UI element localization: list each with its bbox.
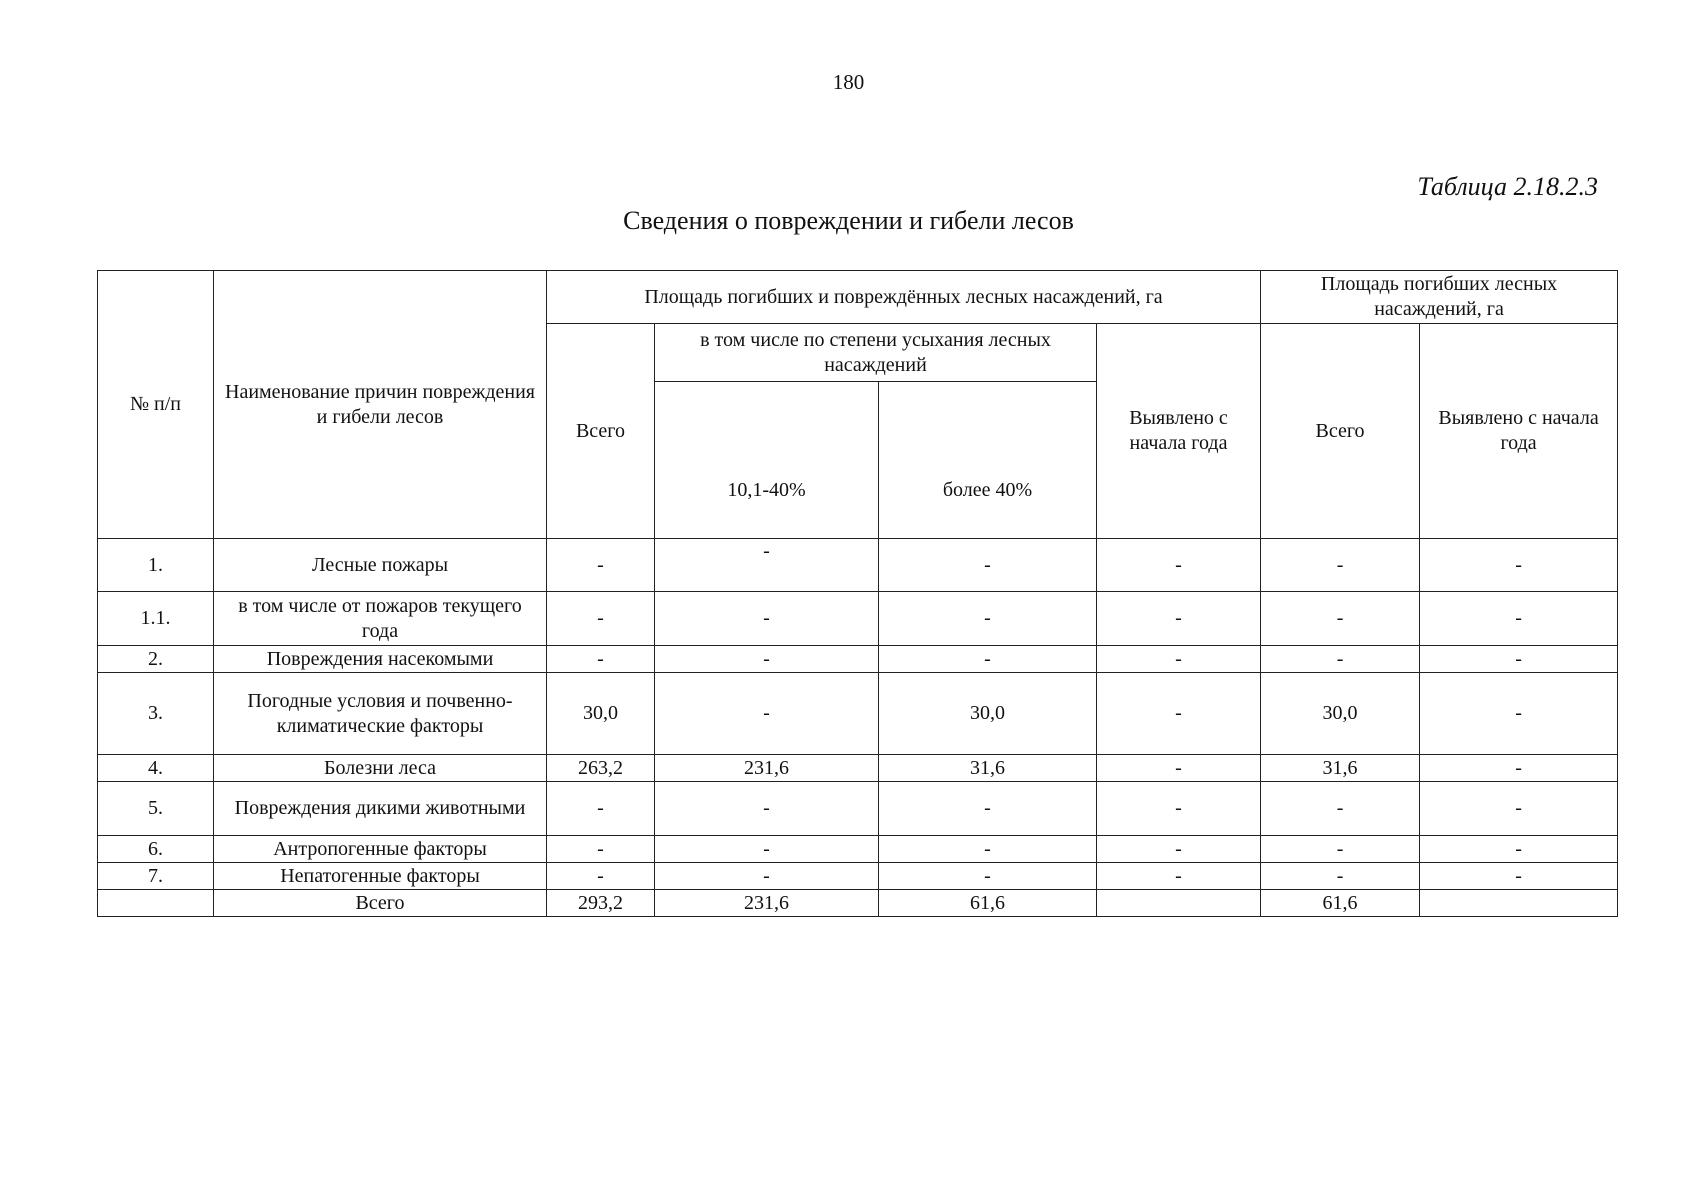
header-drying-degree: в том числе по степени усыхания лесных насаждений xyxy=(655,324,1097,382)
row-detected: - xyxy=(1097,673,1261,755)
row-low: - xyxy=(655,646,879,673)
table-row xyxy=(98,592,1618,646)
total-name: Всего xyxy=(214,890,547,917)
table-label: Таблица 2.18.2.3 xyxy=(1417,172,1598,201)
header-dead-total: Всего xyxy=(1261,324,1420,539)
row-high: - xyxy=(879,592,1097,646)
row-num: 2. xyxy=(98,646,214,673)
row-dead-detected: - xyxy=(1420,673,1618,755)
row-dead-total: - xyxy=(1261,863,1420,890)
header-range-high: более 40% xyxy=(879,382,1097,539)
total-low: 231,6 xyxy=(655,890,879,917)
row-num: 1. xyxy=(98,539,214,592)
row-low: - xyxy=(655,673,879,755)
row-dead-detected: - xyxy=(1420,755,1618,782)
header-name: Наименование причин повреждения и гибели лесов xyxy=(214,271,547,539)
table-row xyxy=(98,782,1618,836)
row-total: - xyxy=(547,646,655,673)
row-dead-total: 31,6 xyxy=(1261,755,1420,782)
row-detected: - xyxy=(1097,836,1261,863)
row-low: 231,6 xyxy=(655,755,879,782)
total-detected xyxy=(1097,890,1261,917)
row-name: в том числе от пожаров текущего года xyxy=(214,592,547,646)
row-detected: - xyxy=(1097,539,1261,592)
row-name: Болезни леса xyxy=(214,755,547,782)
row-total: - xyxy=(547,863,655,890)
row-dead-total: - xyxy=(1261,592,1420,646)
total-row xyxy=(98,890,1618,917)
row-detected: - xyxy=(1097,863,1261,890)
total-high: 61,6 xyxy=(879,890,1097,917)
row-low: - xyxy=(655,836,879,863)
row-detected: - xyxy=(1097,592,1261,646)
row-num: 5. xyxy=(98,782,214,836)
row-dead-detected: - xyxy=(1420,646,1618,673)
row-total: - xyxy=(547,539,655,592)
table-row xyxy=(98,673,1618,755)
header-range-low: 10,1-40% xyxy=(655,382,879,539)
row-low: - xyxy=(655,592,879,646)
row-name: Непатогенные факторы xyxy=(214,863,547,890)
row-name: Погодные условия и почвенно-климатические факторы xyxy=(214,673,547,755)
row-dead-detected: - xyxy=(1420,539,1618,592)
row-num: 4. xyxy=(98,755,214,782)
row-total: - xyxy=(547,782,655,836)
total-num xyxy=(98,890,214,917)
row-high: - xyxy=(879,863,1097,890)
table-row xyxy=(98,755,1618,782)
row-detected: - xyxy=(1097,755,1261,782)
row-num: 1.1. xyxy=(98,592,214,646)
row-total: - xyxy=(547,836,655,863)
row-name: Повреждения насекомыми xyxy=(214,646,547,673)
row-dead-total: - xyxy=(1261,836,1420,863)
row-num: 6. xyxy=(98,836,214,863)
page-number: 180 xyxy=(832,70,865,94)
row-dead-detected: - xyxy=(1420,836,1618,863)
row-low: - xyxy=(655,539,879,592)
row-total: 263,2 xyxy=(547,755,655,782)
table-row xyxy=(98,836,1618,863)
header-dead-detected: Выявлено с начала года xyxy=(1420,324,1618,539)
row-high: 31,6 xyxy=(879,755,1097,782)
row-detected: - xyxy=(1097,646,1261,673)
total-dead-detected xyxy=(1420,890,1618,917)
row-total: - xyxy=(547,592,655,646)
row-total: 30,0 xyxy=(547,673,655,755)
row-name: Повреждения дикими животными xyxy=(214,782,547,836)
table-row xyxy=(98,539,1618,592)
header-total: Всего xyxy=(547,324,655,539)
row-high: - xyxy=(879,646,1097,673)
header-detected: Выявлено с начала года xyxy=(1097,324,1261,539)
header-dead-area: Площадь погибших лесных насаждений, га xyxy=(1261,271,1618,324)
row-dead-total: - xyxy=(1261,646,1420,673)
total-dead-total: 61,6 xyxy=(1261,890,1420,917)
total-total: 293,2 xyxy=(547,890,655,917)
row-dead-detected: - xyxy=(1420,863,1618,890)
header-damaged-area: Площадь погибших и повреждённых лесных насаждений, га xyxy=(547,271,1261,324)
header-num: № п/п xyxy=(98,271,214,539)
table-title: Сведения о повреждении и гибели лесов xyxy=(623,206,1074,235)
row-dead-detected: - xyxy=(1420,592,1618,646)
row-name: Лесные пожары xyxy=(214,539,547,592)
table-row xyxy=(98,863,1618,890)
row-low: - xyxy=(655,782,879,836)
row-high: - xyxy=(879,782,1097,836)
row-low: - xyxy=(655,863,879,890)
row-dead-total: - xyxy=(1261,539,1420,592)
row-dead-detected: - xyxy=(1420,782,1618,836)
row-high: - xyxy=(879,539,1097,592)
row-num: 3. xyxy=(98,673,214,755)
table-row xyxy=(98,646,1618,673)
row-high: 30,0 xyxy=(879,673,1097,755)
row-detected: - xyxy=(1097,782,1261,836)
row-num: 7. xyxy=(98,863,214,890)
row-dead-total: 30,0 xyxy=(1261,673,1420,755)
row-dead-total: - xyxy=(1261,782,1420,836)
row-name: Антропогенные факторы xyxy=(214,836,547,863)
row-high: - xyxy=(879,836,1097,863)
forest-damage-table xyxy=(97,270,1618,917)
